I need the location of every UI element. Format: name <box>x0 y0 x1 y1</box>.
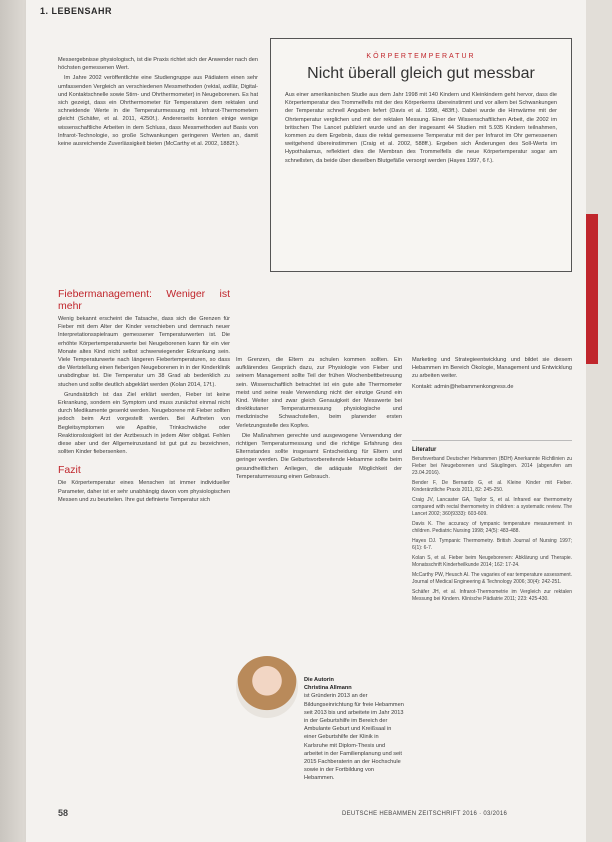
paragraph: Marketing und Strategieentwicklung und bildet sie diesem Hebammen im Bereich Ökologie, Management und Entwicklung zu arbeiten weiter. <box>412 357 572 380</box>
literature-item: Craig JV, Lancaster GA, Taylor S, et al. Infrared ear thermometry compared with rectal thermometry in children: a systematic review. The Lancet 2002; 360(9333): 603-609. <box>412 497 572 518</box>
page-number: 58 <box>58 808 69 818</box>
paragraph: Die Körpertemperatur eines Menschen ist immer individueller Parameter, daher ist er sehr unabhängig davon vom physiologischen Messen und zu beurteilen. Ihre gut definierte Temperatur sich <box>58 480 230 503</box>
literature-item: Schäfer JH, et al. Infrarot-Thermometrie im Vergleich zur rektalen Messung bei Kindern. Klinische Pädiatrie 2011; 223: 425-430. <box>412 589 572 603</box>
box-title: Nicht überall gleich gut messbar <box>307 65 535 82</box>
literature-heading: Literatur <box>412 447 437 453</box>
author-text: ist Gründerin 2013 an der Bildungseinrichtung für freie Hebammen seit 2013 bis und arbeitete im Jahr 2013 in der Geburtshilfe im Bereich der Ambulante Geburt und Kreißsaal in einer Geburtshilfe der Klinik in Karlsruhe mit Diplom-Thesis und arbeitet in der Familienplanung und seit 2015 Fachberaterin an der Hochschule sowie in der Fortbildung von Hebammen. <box>304 693 404 782</box>
column-1-top <box>58 56 258 150</box>
box-kicker: KÖRPERTEMPERATUR <box>366 53 476 60</box>
section-heading-fazit: Fazit <box>58 464 81 477</box>
info-box <box>270 38 572 272</box>
paragraph: Grundsätzlich ist das Ziel erklärt werden, Fieber ist keine Erkrankung, sondern ein Symptom und muss zunächst einmal nicht durch Medikamente gesenkt werden. Neugeborene mit Fieber sollten jedoch beim Arzt vorgestellt werden. Bei Auftreten von Begleitsymptomen wie Apathie, Trinkschwäche oder Reaktionslosigkeit ist der Arztbesuch in jedem Alter obligat. Fehlen diese aber und der Allgemeinzustand ist gut gut zu bezeichnen, sollten Kinder fiebersenken. <box>58 391 230 456</box>
literature-item: Berufsverband Deutscher Hebammen (BDH) Anerkannte Richtlinien zu Fieber bei Neugeborenen und Säuglingen. 2014 (abgerufen am 23.04.2016). <box>412 456 572 477</box>
paragraph: Im Grenzen, die Eltern zu schulen kommen sollten. Ein aufklärendes Gespräch dazu, zur Physiologie von Fieber und seinem Management sollte Teil der frühen Wochenbettbetreuung sein. Wissenschaftlich betrachtet ist ein gute alte Thermometer meist und seine reale Verwendung nicht der einzige Grund ein Kind. Weiter sind zwar gleich Genauigkeit der Messwerte bei direktkutaner Temperaturmessung physiologische und medizinische Schwachstellen, beim planender ersten Verletzungsstelle des Kopfes. <box>236 357 402 429</box>
column-3 <box>412 356 572 393</box>
section-label: 1. LEBENSAHR <box>40 6 113 16</box>
literature-list <box>412 446 572 606</box>
paragraph: Wenig bekannt erscheint die Tatsache, dass sich die Grenzen für Fieber mit dem Alter der Kinder verschieben und demnach neuer Interpretationsspielraum gemessener Temperaturwerten ist. Die erhöhte Körpertemperaturwerte bei Neugeborenen kann für ein vier Monate altes Kind nicht selbst schwerwiegender Erkrankung sein. Viele Temperaturwerte nach längeren Fiebertemperaturen, so dass die Wertstellung einen fieberigen Neugeborenen in in der Kinderklinik unabdingbar ist. Die Temperatur um 38 Grad ab bedenklich zu stuchen und sollte deutlich abgeklärt werden (Kolan 2014, 17f.). <box>58 316 230 388</box>
author-photo <box>236 656 298 718</box>
section-heading-fiebermanagement: Fiebermanagement: Weniger ist mehr <box>58 288 230 312</box>
contact-line: Kontakt: admin@hebammenkongress.de <box>412 383 514 390</box>
paragraph: Die Maßnahmen gerechte und ausgewogene Verwendung der richtigen Temperaturmessung und die richtige Erfahrung des Elternstandes sollte insgesamt Entscheidung für Eltern und geringer werden. Die Geburtsvorbereitende Hebamme sollte beim gesundheitlichen Anliegen, die adäquate Möglichkeit der Temperaturmessung einen Gebrauch. <box>236 432 402 480</box>
literature-item: Bender F, De Bernardo G, et al. Kleine Kinder mit Fieber. Kinderärztliche Praxis 2011, 82: 245-250. <box>412 480 572 494</box>
box-body: Aus einer amerikanischen Studie aus dem Jahr 1998 mit 140 Kindern und Kleinkindern geht hervor, dass die Körpertemperatur des Trommelfells mit der des Körperkerns übereinstimmt und vor allem bei Schwankungen der Temperatur schnell Angaben liefert (Davis et al. 1998, 483ff.). Dabei wurde die Hirnwärme mit der Ohrtemperatur verglichen und mit der rektalen Messung. Einer der Wissenschaftlichen Arbeit, die 2002 im britischen The Lancet publiziert wurde und an der insgesamt 44 Studien mit 5.935 Kindern teilnahmen, kommen zu dem Ergebnis, dass die rektal gemessene Temperatur mit der per Infrarot im Ohr gemessenen weitgehend übereinstimmen (Craig et al. 2002, 588ff.). Ergeben sich Änderungen des Soll-Werts im Hypothalamus, reflektiert dies die Membran des Trommelfells die neue Körpertemperatur sogar am schnellsten, da beide über dieselben Blutgefäße versorgt werden (Hayes 1997, 6 f.). <box>285 92 557 164</box>
divider <box>412 440 572 441</box>
paragraph: Im Jahre 2002 veröffentlichte eine Studiengruppe aus Pädiatern einen sehr umfassenden Vergleich an verschiedenen Messmethoden (rektal, axillär, Digital- und Kontaktschnelle sowie Stirn- und Ohrthermometer) in Neugeborenen. Es hat sich gezeigt, dass ein Ohrthermometer für Temperaturen dem rektalen und schneidende Werte in die Temperaturmessung mit Infrarot-Thermometern gleicht (Schäfer, et al. 2011, 4250f.). Andererseits konnten einige wenige wissenschaftliche Arbeiten in dem Schluss, dass Messmethoden auf Basis von Infrarot-Technologie, so große Schwankungen geringeren Werten an, damit keine ausreichende Zuverlässigkeit bieten (McCarthy et al. 2002, 1882f.). <box>58 75 258 148</box>
journal-footer: DEUTSCHE HEBAMMEN ZEITSCHRIFT 2016 · 03/2016 <box>342 811 508 817</box>
literature-item: Kolan S, et al. Fieber beim Neugeborenen: Abklärung und Therapie. Monatsschrift Kinderheilkunde 2014; 162: 17-24. <box>412 555 572 569</box>
column-1-fieber <box>58 288 230 506</box>
literature-item: Hayes DJ. Tympanic Thermometry. British Journal of Nursing 1997; 6(1): 6-7. <box>412 538 572 552</box>
literature-item: McCarthy PW, Heusch AI. The vagaries of ear temperature assessment. Journal of Medical Engineering & Technology 2006; 30(4): 242-251. <box>412 572 572 586</box>
paragraph: Messergebnisse physiologisch, ist die Praxis richtet sich der Anwender nach den höchsten gemessenen Wert. <box>58 57 258 72</box>
page-gutter <box>0 0 26 842</box>
author-heading: Die Autorin <box>304 677 334 683</box>
red-page-tab <box>586 214 598 364</box>
page-right-edge <box>586 0 612 842</box>
literature-item: Davis K. The accuracy of tympanic temperature measurement in children. Pediatric Nursing 1998; 24(5): 483-488. <box>412 521 572 535</box>
column-2 <box>236 356 402 483</box>
author-bio <box>304 676 404 783</box>
author-name: Christina Allmann <box>304 685 352 692</box>
